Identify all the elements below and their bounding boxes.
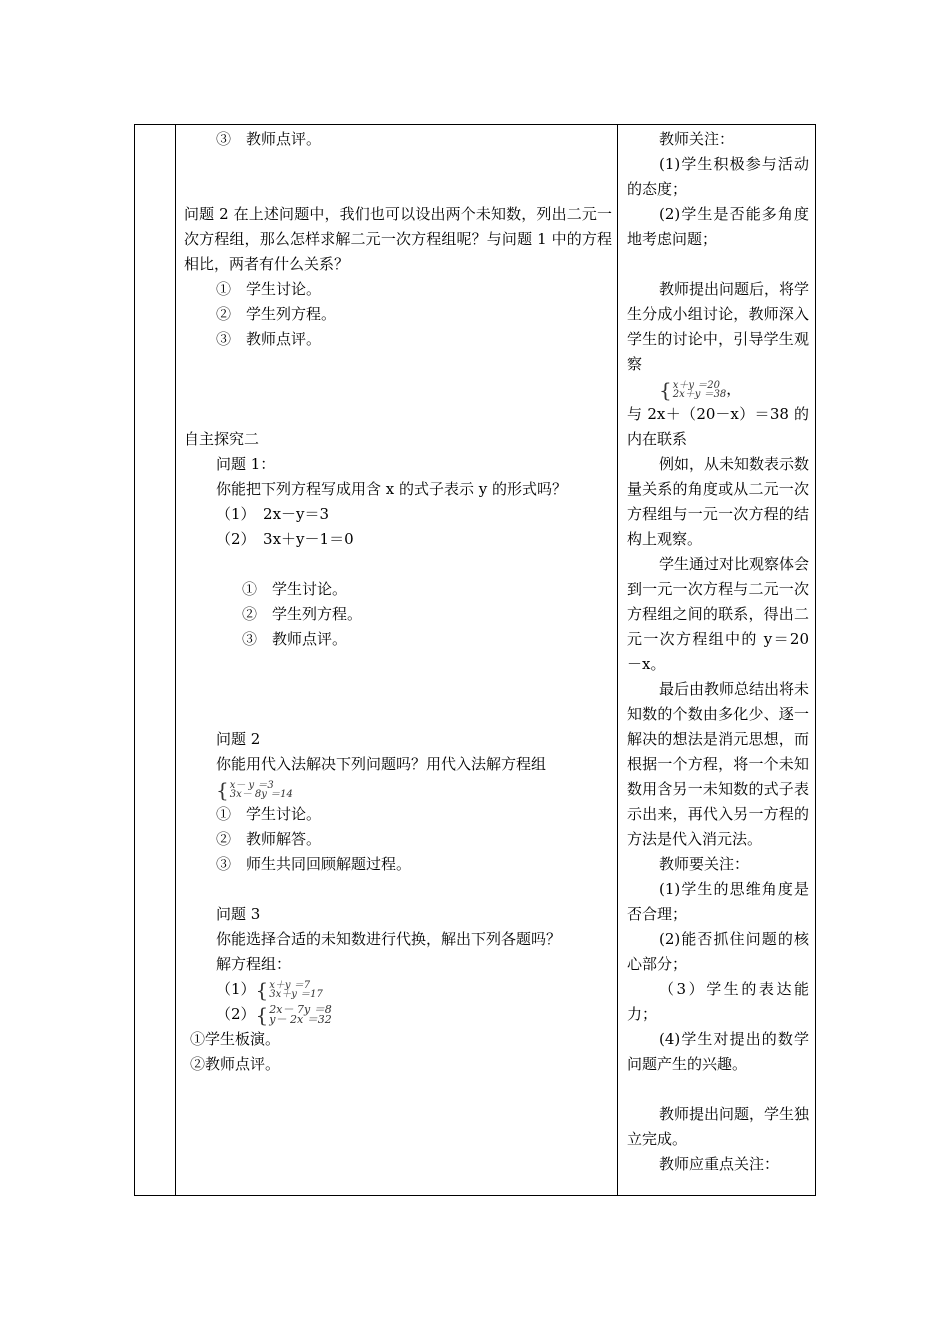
system-label: （2） [216,1005,256,1023]
equation: 3x－ 8y ＝14 [229,788,293,800]
list-item: ①学生板演。 [190,1030,281,1048]
notes-item: (2)能否抓住问题的核心部分； [627,930,809,973]
question-subtitle: 解方程组： [216,955,292,973]
equation: 2x－ 7y ＝8 [269,1002,332,1016]
equation: 2x＋y ＝38 [672,388,727,400]
notes-item: (1)学生积极参与活动的态度； [627,155,809,198]
brace-icon: { [255,977,269,1002]
question-title: 问题 1： [216,455,276,473]
column-divider-left [175,124,176,1196]
question-title: 问题 2 [216,730,261,748]
equation: （1） 2x－y＝3 [216,505,330,523]
equation: y－ 2x ＝32 [269,1012,332,1026]
question-2-text: 问题 2 在上述问题中，我们也可以设出两个未知数，列出二元一次方程组，那么怎样求解二元一次方程组呢？与问题 1 中的方程相比，两者有什么关系？ [184,205,612,273]
teaching-content-column [184,127,612,1077]
notes-paragraph: 教师提出问题后，将学生分成小组讨论，教师深入学生的讨论中，引导学生观察 [627,280,810,373]
equation: x－ y ＝3 [229,779,274,791]
notes-item: (4)学生对提出的数学问题产生的兴趣。 [627,1030,809,1073]
list-item: ② 学生列方程。 [242,605,363,623]
punctuation: ， [726,380,742,398]
notes-heading: 教师关注： [659,130,735,148]
equation: 3x＋y ＝17 [269,988,323,1000]
notes-item: (2)学生是否能多角度地考虑问题； [627,205,809,248]
list-item: ②教师点评。 [190,1055,281,1073]
list-item: ③ 教师点评。 [216,330,322,348]
equation: x＋y ＝7 [269,979,311,991]
list-item: ① 学生讨论。 [216,280,322,298]
section-title: 自主探究二 [184,430,260,448]
equation: x＋y ＝20 [672,379,720,391]
brace-icon: { [216,777,229,802]
list-item: ③ 教师点评。 [242,630,348,648]
list-item: ③ 师生共同回顾解题过程。 [216,855,412,873]
column-divider-right [617,124,618,1196]
question-text: 你能选择合适的未知数进行代换，解出下列各题吗？ [216,930,562,948]
notes-heading: 教师要关注： [659,855,750,873]
notes-paragraph: 与 2x＋（20－x）＝38 的内在联系 [627,405,809,448]
list-item: ③ 教师点评。 [216,130,322,148]
notes-paragraph: 最后由教师总结出将未知数的个数由多化少、逐一解决的想法是消元思想，而根据一个方程，将一个未知数用含另一未知数的式子表示出来，再代入另一方程的方法是代入消元法。 [627,680,810,848]
list-item: ① 学生讨论。 [216,805,322,823]
equation-system [184,977,612,1002]
list-item: ① 学生讨论。 [242,580,348,598]
notes-paragraph: 学生通过对比观察体会到一元一次方程与二元一次方程组之间的联系，得出二元一次方程组中的 y＝20－x。 [627,555,810,673]
equation: （2） 3x＋y－1＝0 [216,530,354,548]
notes-item: (1)学生的思维角度是否合理； [627,880,809,923]
equation-system [184,777,612,802]
equation-system [627,377,809,402]
question-text: 你能用代入法解决下列问题吗？用代入法解方程组 [216,755,547,773]
teacher-notes-column [627,127,809,1177]
list-item: ② 教师解答。 [216,830,322,848]
equation-system [184,1002,612,1027]
brace-icon: { [659,377,672,402]
notes-item: （3）学生的表达能力； [627,980,809,1023]
notes-paragraph: 教师应重点关注： [659,1155,780,1173]
question-title: 问题 3 [216,905,261,923]
notes-paragraph: 例如，从未知数表示数量关系的角度或从二元一次方程组与一元一次方程的结构上观察。 [627,455,810,548]
notes-paragraph: 教师提出问题，学生独立完成。 [627,1105,810,1148]
question-text: 你能把下列方程写成用含 x 的式子表示 y 的形式吗？ [216,480,568,498]
list-item: ② 学生列方程。 [216,305,337,323]
system-label: （1） [216,980,256,998]
brace-icon: { [255,1002,269,1027]
